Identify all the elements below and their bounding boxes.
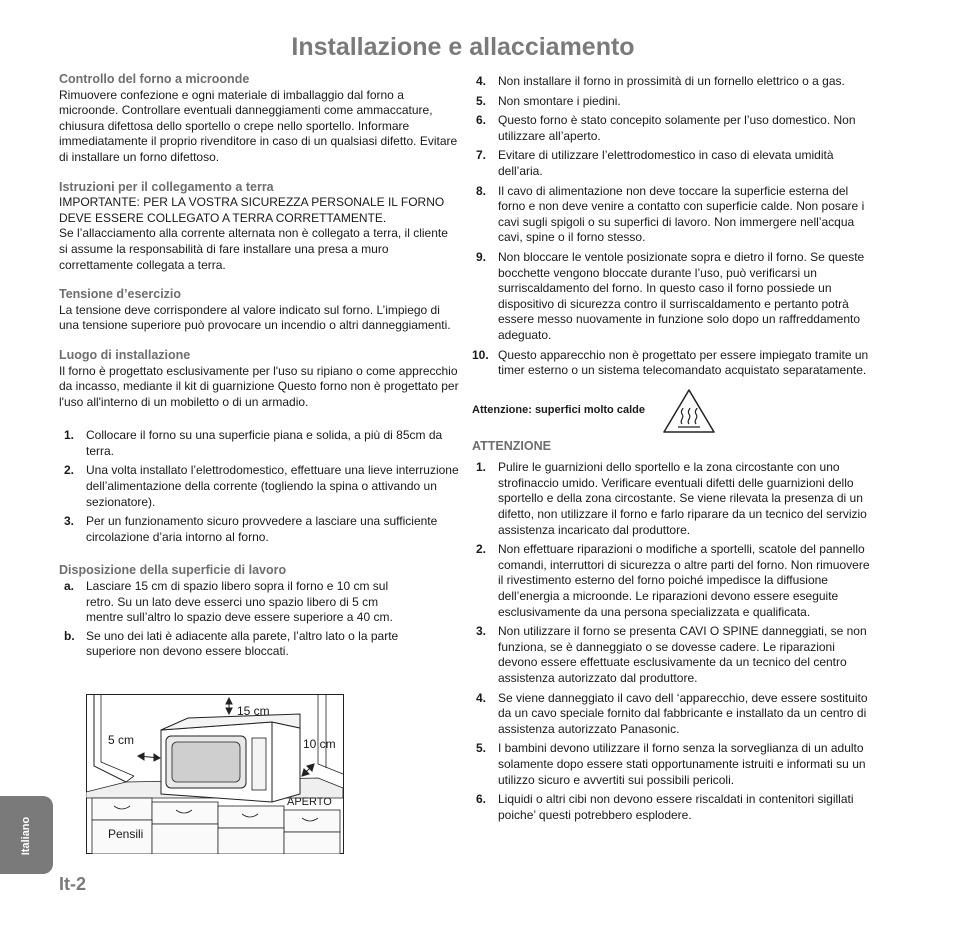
item-number: 6. <box>476 113 487 128</box>
list-item <box>472 250 870 344</box>
label-pensili: Pensili <box>108 827 144 841</box>
item-text: Non bloccare le ventole posizionate sopra e dietro il forno. Se queste bocchette vengono bloccate durante l’uso, può verificarsi un surriscaldamento del forno. In questo caso il forno possiede un dispositivo di sicurezza contro il surriscaldamento e pertanto potrà essere messo nuovamente in funzione solo dopo un raffreddamento adeguato. <box>498 249 865 342</box>
text-location: Il forno è progettato esclusivamente per l'uso su ripiano o come apprecchio da incasso, mediante il kit di guarnizione Questo forno non è progettato per l'uso all'interno di un mobiletto o di un armadio. <box>59 363 459 409</box>
item-number: 5. <box>476 741 487 756</box>
item-number: 8. <box>476 183 487 198</box>
work-surface-list <box>59 579 459 660</box>
heading-work-surface: Disposizione della superficie di lavoro <box>59 563 287 578</box>
item-number: 1. <box>476 460 487 475</box>
heading-attention: ATTENZIONE <box>472 438 551 453</box>
item-number: 5. <box>476 93 487 108</box>
list-item <box>472 348 870 379</box>
item-text: I bambini devono utilizzare il forno senza la sorveglianza di un adulto solamente dopo essere stati opportunamente istruiti e informati su un utilizzo sicuro e avvertiti sui possibili pericoli. <box>498 741 866 787</box>
item-text: Una volta installato l’elettrodomestico, effettuare una lieve interruzione dell’alimentazione della corrente (togliendo la spina o attivando un sezionatore). <box>86 463 459 509</box>
heading-voltage: Tensione d’esercizio <box>59 287 182 302</box>
list-item <box>472 184 870 246</box>
item-number: 1. <box>64 428 75 443</box>
item-text: Non installare il forno in prossimità di un fornello elettrico o a gas. <box>498 74 845 88</box>
item-text: Questo apparecchio non è progettato per essere impiegato tramite un timer esterno o un sistema telecomandato acquistato separatamente. <box>498 347 869 378</box>
list-item <box>472 741 870 788</box>
item-text: Questo forno è stato concepito solamente per l’uso domestico. Non utilizzare all’aperto. <box>498 113 856 143</box>
item-number: 3. <box>476 624 487 639</box>
item-letter: a. <box>64 579 75 594</box>
item-text: Liquidi o altri cibi non devono essere riscaldati in contenitori sigillati poiche’ questi potrebbero esplodere. <box>498 792 854 822</box>
item-number: 7. <box>476 148 487 163</box>
list-item <box>472 542 870 620</box>
language-tab-label: Italiano <box>20 816 32 856</box>
item-text: Evitare di utilizzare l’elettrodomestico in caso di elevata umidità dell’aria. <box>498 148 834 178</box>
hot-surface-warning <box>472 387 870 435</box>
list-item <box>472 691 870 738</box>
item-text: Se viene danneggiato il cavo dell ‘apparecchio, deve essere sostituito da un cavo speciale fornito dal fabbricante e installato da un centro di assistenza autorizzato Panasonic. <box>498 690 868 736</box>
label-5cm: 5 cm <box>108 733 135 747</box>
item-number: 9. <box>476 249 487 264</box>
right-column <box>472 74 870 827</box>
list-item <box>472 94 870 110</box>
page-number: It-2 <box>59 874 86 894</box>
list-item <box>472 148 870 179</box>
page-title: Installazione e allacciamento <box>291 33 635 61</box>
item-text: Pulire le guarnizioni dello sportello e la zona circostante con uno strofinaccio umido. Verificare eventuali difetti delle guarnizioni dello sportello e della zona circostante. Se viene rilevata la presenza di un difetto, non utilizzare il forno e farlo riparare da un tecnico del servizio assistenza incaricato dal produttore. <box>498 460 867 537</box>
label-10cm: 10 cm <box>303 737 336 751</box>
text-grounding-important: IMPORTANTE: PER LA VOSTRA SICUREZZA PERSONALE IL FORNO DEVE ESSERE COLLEGATO A TERRA CORRETTAMENTE. <box>59 195 445 225</box>
item-text: Non effettuare riparazioni o modifiche a sportelli, scatole del pannello comandi, interruttori di sicurezza o altre parti del forno. Non rimuovere il rivestimento esterno del forno poiché impedisce la diffusione dell’energia a microonde. Le riparazioni devono essere eseguite esclusivamente da una persona specializzata e qualificata. <box>498 542 870 619</box>
item-number: 10. <box>472 347 489 362</box>
text-check-oven: Rimuovere confezione e ogni materiale di imballaggio dal forno a microonde. Controllare eventuali danneggiamenti come ammaccature, chiusura difettosa dello sportello o crepe nello sportello. Informare immediatamente il proprio rivenditore in caso di un qualsiasi difetto. Evitare di installare un forno difettoso. <box>59 87 458 164</box>
item-number: 4. <box>476 690 487 705</box>
language-tab <box>0 796 53 874</box>
item-number: 3. <box>64 514 75 529</box>
list-item <box>59 629 459 660</box>
attention-list <box>472 460 870 823</box>
safety-list <box>472 74 870 379</box>
item-number: 6. <box>476 792 487 807</box>
heading-grounding: Istruzioni per il collegamento a terra <box>59 179 274 194</box>
item-text: Il cavo di alimentazione non deve toccare la superficie esterna del forno e non deve venire a contatto con superficie calde. Non posare i cavi sugli spigoli o su superfici di lavoro. Non immergere nell’acqua cavi, spine o il forno stesso. <box>498 183 865 245</box>
item-text: Non smontare i piedini. <box>498 93 621 108</box>
item-letter: b. <box>64 628 75 643</box>
item-number: 2. <box>476 542 487 557</box>
list-item <box>472 74 870 90</box>
installation-diagram <box>86 694 344 854</box>
location-list <box>59 428 459 545</box>
heading-location: Luogo di installazione <box>59 347 191 362</box>
list-item <box>472 624 870 686</box>
label-aperto: APERTO <box>287 796 332 808</box>
heading-check-oven: Controllo del forno a microonde <box>59 72 250 86</box>
item-text: Non utilizzare il forno se presenta CAVI O SPINE danneggiati, se non funziona, se è danneggiato o se dovesse cadere. Le riparazioni devono essere effettuate esclusivamente da un tecnico del centro assistenza autorizzato dal produttore. <box>498 624 867 685</box>
item-text: Per un funzionamento sicuro provvedere a lasciare una sufficiente circolazione d’aria intorno al forno. <box>86 514 438 544</box>
item-text: Se uno dei lati è adiacente alla parete, l’altro lato o la parte superiore non devono essere bloccati. <box>86 628 399 659</box>
list-item <box>59 579 459 626</box>
list-item <box>59 463 459 510</box>
hot-surface-icon <box>661 387 717 435</box>
list-item <box>472 460 870 538</box>
list-item <box>472 113 870 144</box>
list-item <box>59 514 459 545</box>
list-item <box>472 792 870 823</box>
text-grounding: Se l’allacciamento alla corrente alternata non è collegato a terra, il cliente si assume la responsabilità di fare installare una presa a muro correttamente collegata a terra. <box>59 226 448 272</box>
item-text: Collocare il forno su una superficie piana e solida, a più di 85cm da terra. <box>86 428 443 458</box>
text-voltage: La tensione deve corrispondere al valore indicato sul forno. L’impiego di una tensione superiore può provocare un incendio o altri danneggiamenti. <box>59 302 451 333</box>
hot-surface-label: Attenzione: superfici molto calde <box>472 403 645 416</box>
left-column <box>59 72 459 663</box>
list-item <box>59 428 459 459</box>
item-number: 2. <box>64 463 75 478</box>
item-text: Lasciare 15 cm di spazio libero sopra il forno e 10 cm sul retro. Su un lato deve esserci uno spazio libero di 5 cm mentre sull’altro lo spazio deve essere superiore a 40 cm. <box>86 579 393 625</box>
label-15cm: 15 cm <box>237 704 270 718</box>
item-number: 4. <box>476 74 487 88</box>
